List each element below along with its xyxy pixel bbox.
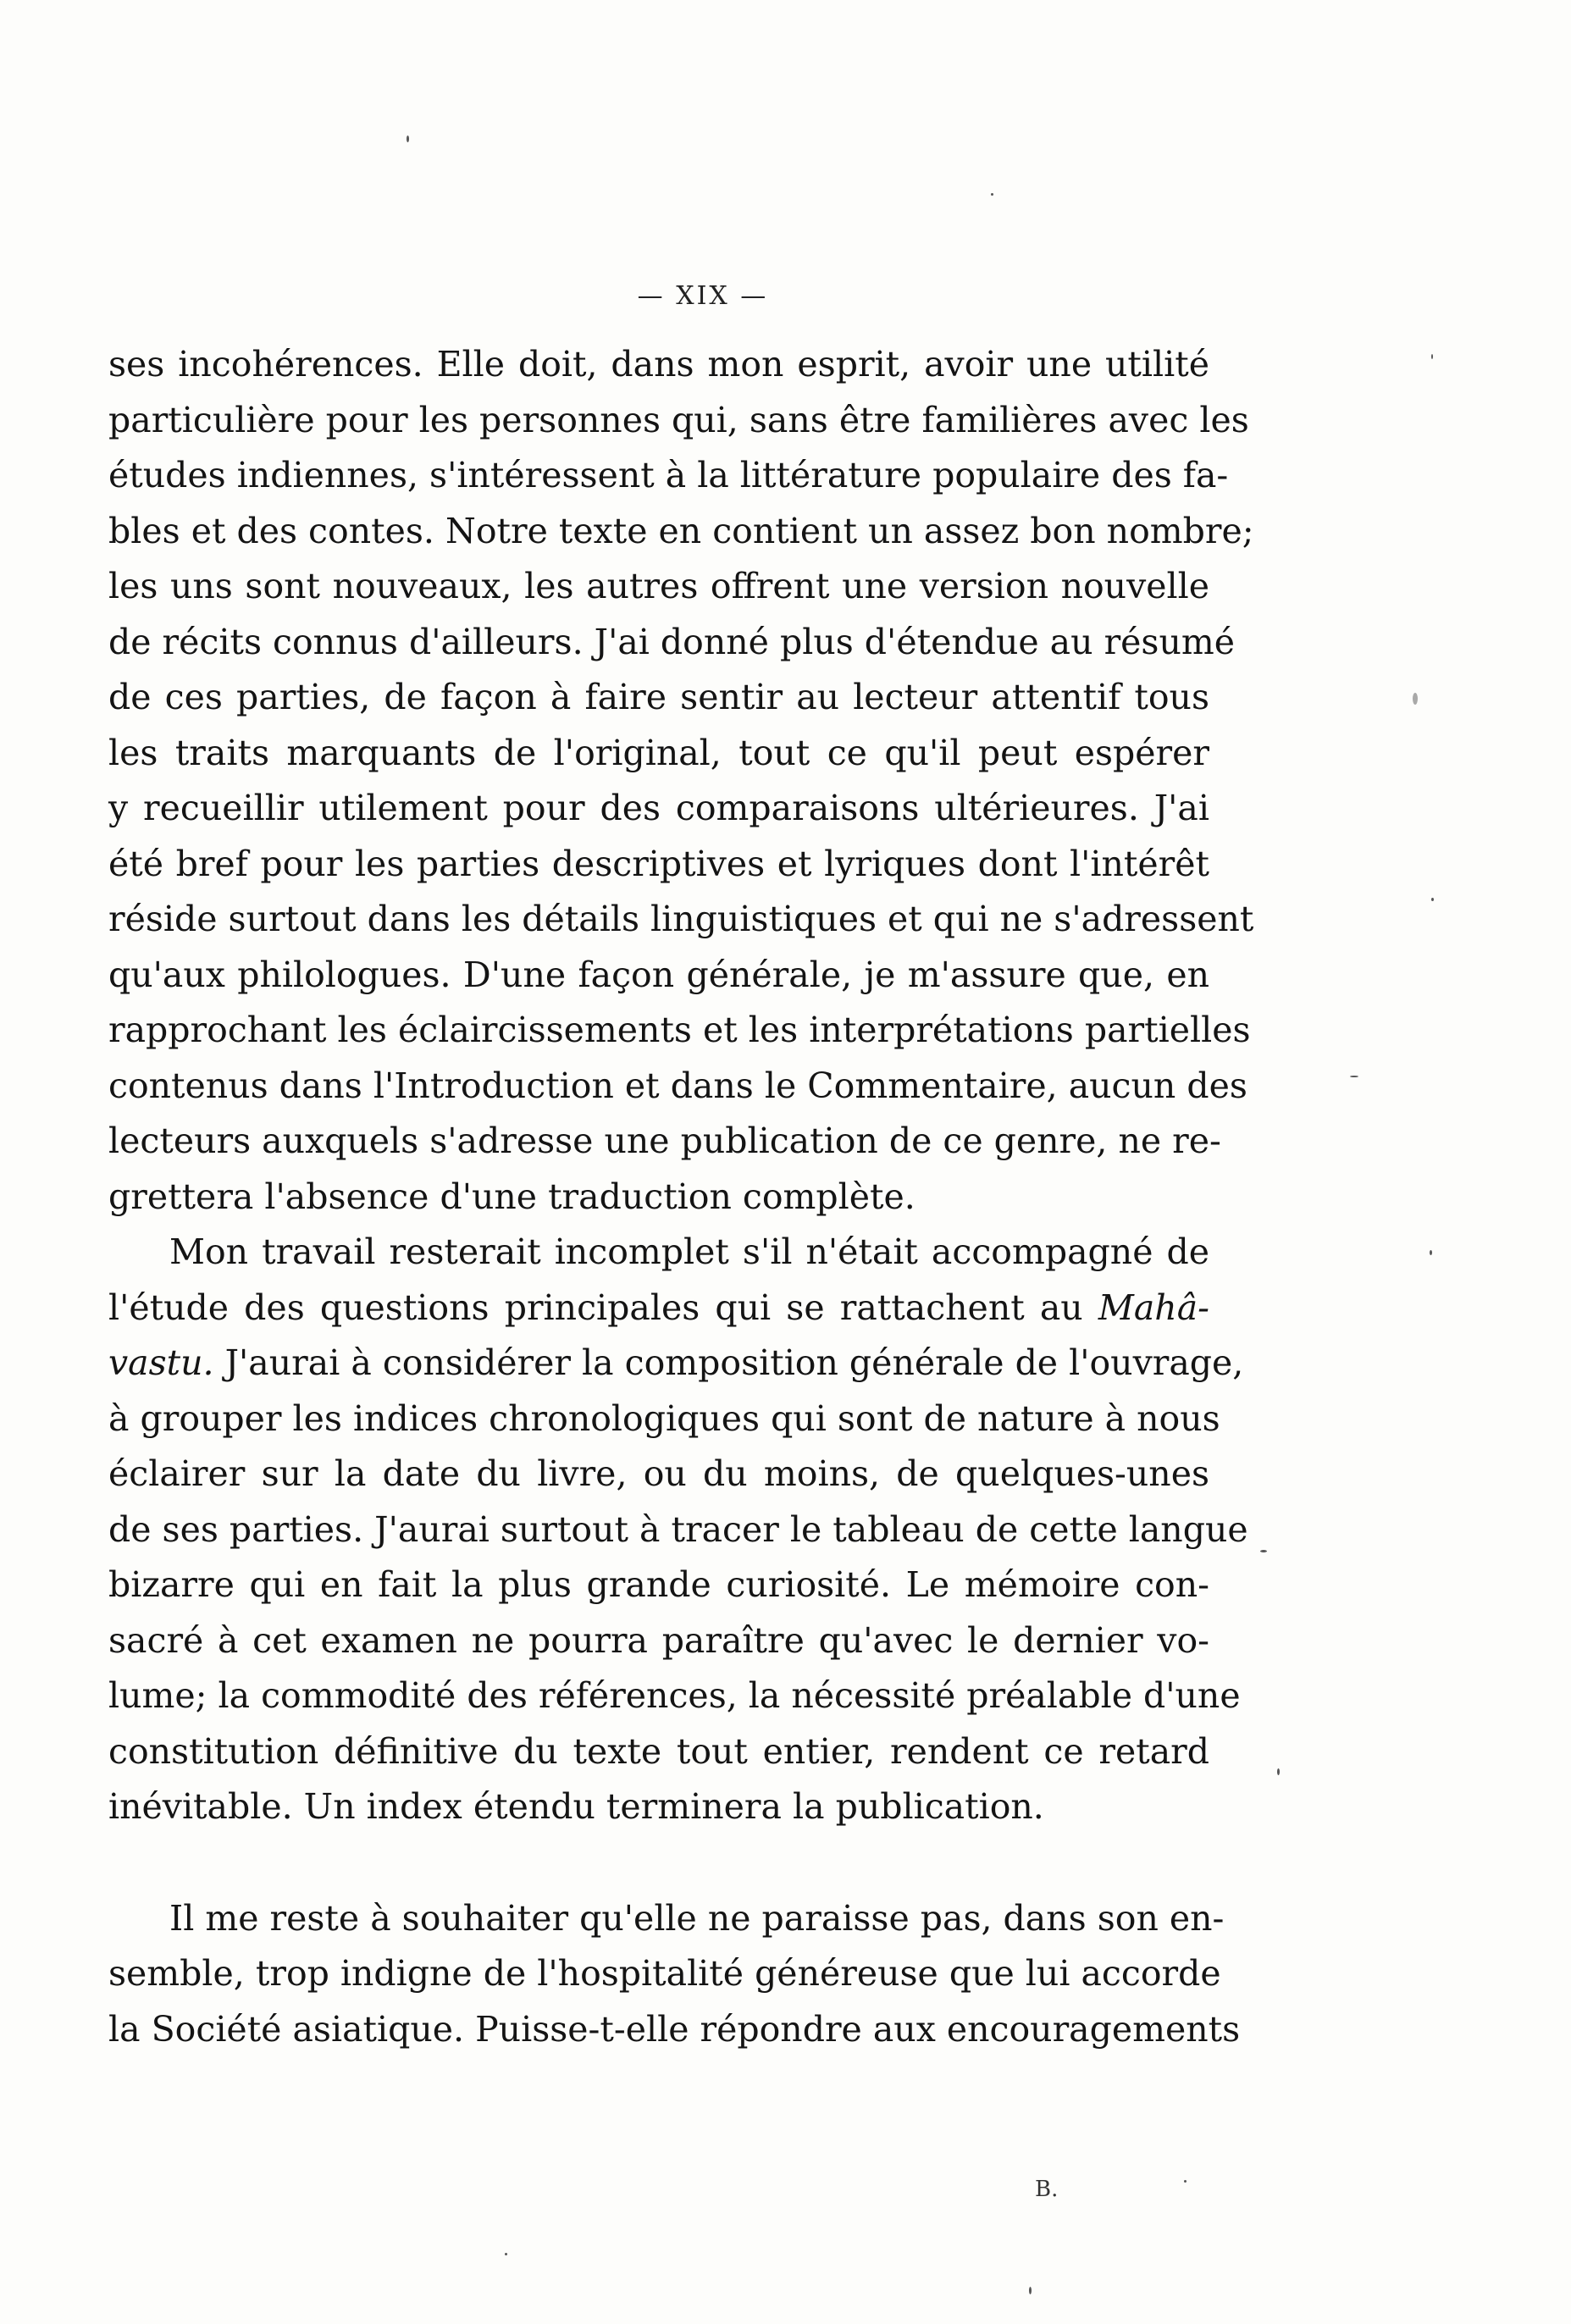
- text-line: bizarre qui en fait la plus grande curiosité. Le mémoire con-: [108, 1564, 1209, 1605]
- text-run: l'étude des questions principales qui se rattachent au: [108, 1286, 1098, 1328]
- text-line: constitution définitive du texte tout entier, rendent ce retard: [108, 1730, 1209, 1772]
- paper-speck: [1350, 1076, 1358, 1077]
- text-line: les traits marquants de l'original, tout ce qu'il peut espérer: [108, 732, 1209, 773]
- text-line: particulière pour les personnes qui, sans être familières avec les: [108, 399, 1249, 440]
- text-line: la Société asiatique. Puisse-t-elle répondre aux encouragements: [108, 2008, 1241, 2050]
- text-line: de ces parties, de façon à faire sentir au lecteur attentif tous: [108, 677, 1209, 717]
- text-run: J'aurai à considérer la composition générale de l'ouvrage,: [213, 1342, 1244, 1383]
- text-line: bles et des contes. Notre texte en contient un assez bon nombre;: [108, 510, 1254, 551]
- text-line: réside surtout dans les détails linguistiques et qui ne s'adressent: [108, 899, 1254, 939]
- paper-speck: [1413, 693, 1418, 705]
- text-line: lecteurs auxquels s'adresse une publication de ce genre, ne re-: [108, 1120, 1221, 1161]
- paper-speck: [1277, 1768, 1280, 1775]
- text-line: [108, 1281, 1209, 1336]
- text-line: Il me reste à souhaiter qu'elle ne paraisse pas, dans son en-: [169, 1897, 1225, 1939]
- paper-speck: [1184, 2180, 1187, 2183]
- body-text: [108, 337, 1254, 2057]
- italic-title-mahavastu: Mahâ-: [1098, 1286, 1209, 1328]
- text-line: semble, trop indigne de l'hospitalité généreuse que lui accorde: [108, 1953, 1221, 1994]
- text-line: études indiennes, s'intéressent à la littérature populaire des fa-: [108, 455, 1229, 495]
- text-line: été bref pour les parties descriptives et lyriques dont l'intérêt: [108, 843, 1209, 884]
- text-line: inévitable. Un index étendu terminera la publication.: [108, 1786, 1044, 1827]
- running-head-page-number: — XIX —: [637, 281, 769, 311]
- paper-speck: [1431, 898, 1434, 901]
- signature-mark: B.: [1035, 2177, 1059, 2202]
- text-line: les uns sont nouveaux, les autres offrent une version nouvelle: [108, 566, 1209, 606]
- paper-speck: [505, 2253, 507, 2255]
- paper-speck: [1431, 354, 1433, 359]
- text-line: Mon travail resterait incomplet s'il n'était accompagné de: [169, 1231, 1209, 1272]
- text-line: rapprochant les éclaircissements et les interprétations partielles: [108, 1010, 1251, 1050]
- text-line: contenus dans l'Introduction et dans le Commentaire, aucun des: [108, 1065, 1247, 1106]
- paragraph-3: [108, 1891, 1241, 2058]
- italic-title-mahavastu: vastu.: [108, 1342, 214, 1383]
- paper-speck: [1430, 1250, 1432, 1255]
- text-line: grettera l'absence d'une traduction complète.: [108, 1176, 915, 1217]
- text-line: [108, 1336, 1244, 1392]
- text-line: éclairer sur la date du livre, ou du moins, de quelques-unes: [108, 1453, 1209, 1494]
- paper-speck: [1029, 2287, 1032, 2294]
- text-line: de ses parties. J'aurai surtout à tracer le tableau de cette langue: [108, 1508, 1248, 1550]
- paragraph-2: [108, 1225, 1248, 1835]
- paper-speck: [407, 136, 409, 142]
- paragraph-1: [108, 337, 1254, 1225]
- text-line: sacré à cet examen ne pourra paraître qu'avec le dernier vo-: [108, 1619, 1209, 1661]
- text-line: lume; la commodité des références, la nécessité préalable d'une: [108, 1675, 1241, 1716]
- text-line: à grouper les indices chronologiques qui sont de nature à nous: [108, 1397, 1220, 1439]
- paper-speck: [991, 193, 993, 196]
- text-line: y recueillir utilement pour des comparaisons ultérieures. J'ai: [108, 788, 1209, 828]
- text-line: ses incohérences. Elle doit, dans mon esprit, avoir une utilité: [108, 344, 1209, 385]
- paragraph-gap: [108, 1835, 1209, 1891]
- paper-speck: [1260, 1550, 1267, 1552]
- text-line: de récits connus d'ailleurs. J'ai donné plus d'étendue au résumé: [108, 621, 1236, 662]
- text-line: qu'aux philologues. D'une façon générale, je m'assure que, en: [108, 954, 1209, 995]
